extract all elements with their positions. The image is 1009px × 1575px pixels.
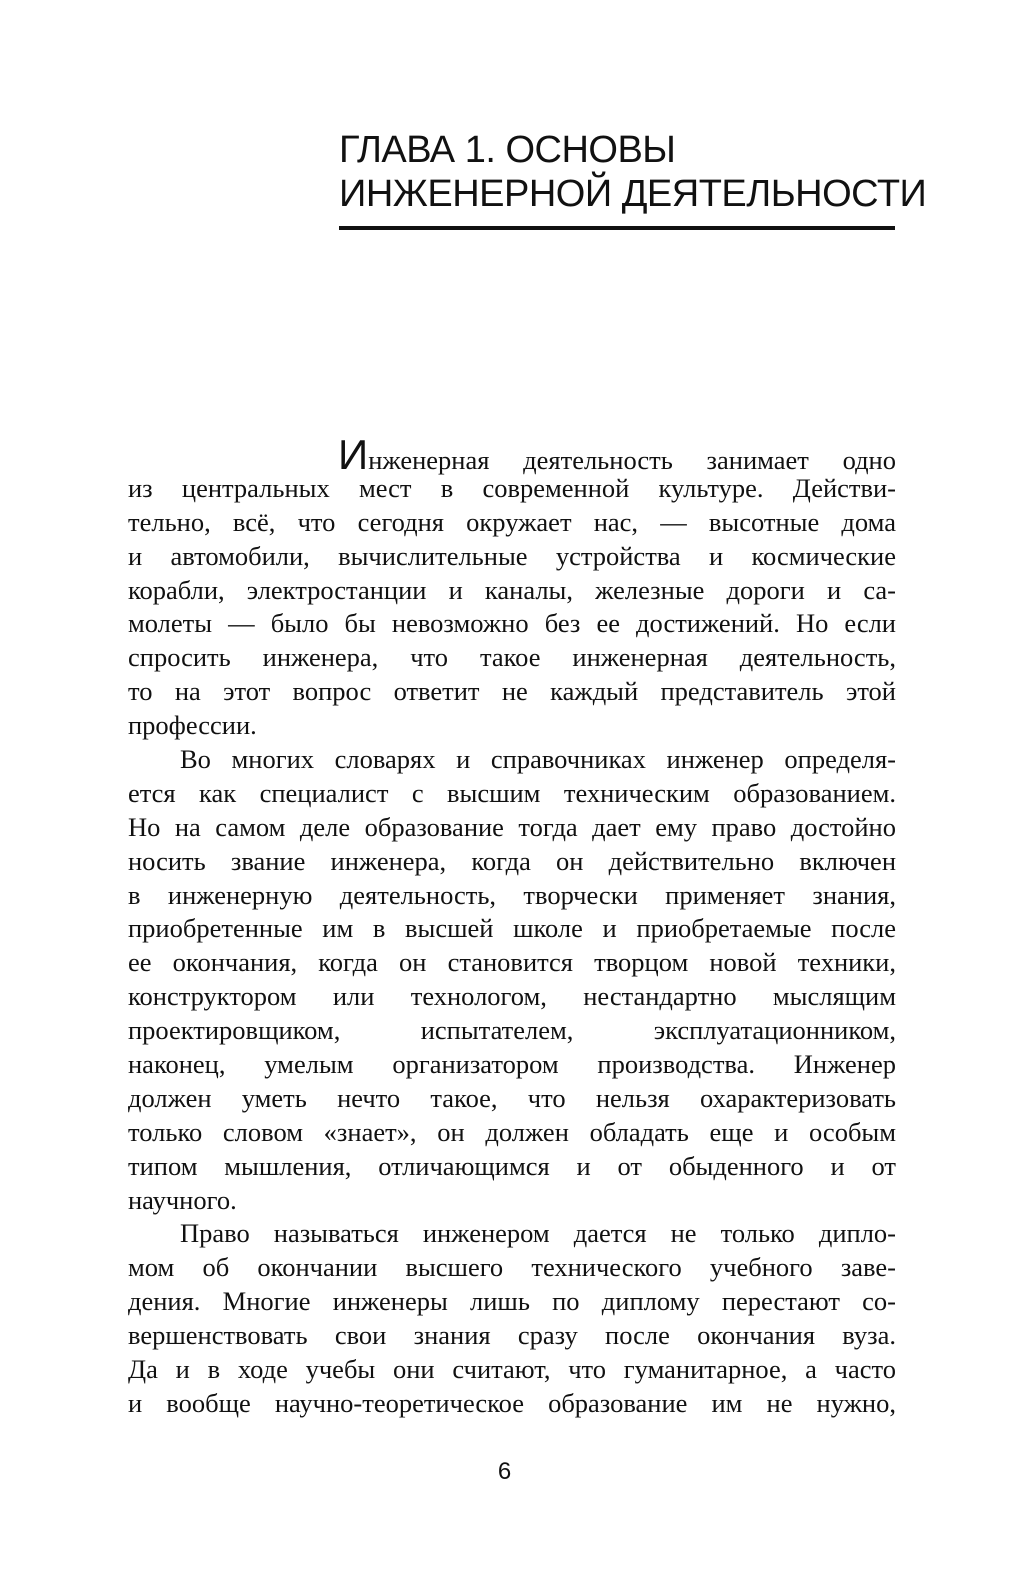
drop-cap: И [338, 431, 369, 478]
paragraph-1-line: то на этот вопрос ответит не каждый представитель этой [128, 676, 896, 707]
paragraph-1-line: молеты — было бы невозможно без ее достижений. Но если [128, 608, 896, 639]
title-underline-rule [339, 226, 895, 230]
paragraph-2-line: ее окончания, когда он становится творцом новой техники, [128, 947, 896, 978]
paragraph-2-line: Во многих словарях и справочниках инженер определя- [180, 744, 896, 775]
paragraph-2-line: наконец, умелым организатором производства. Инженер [128, 1049, 896, 1080]
chapter-title-line-2: ИНЖЕНЕРНОЙ ДЕЯТЕЛЬНОСТИ [339, 173, 927, 215]
paragraph-3-line: Право называться инженером дается не только дипло- [180, 1218, 896, 1249]
paragraph-1-line: тельно, всё, что сегодня окружает нас, — высотные дома [128, 506, 896, 537]
paragraph-1-line: из центральных мест в современной культуре. Действи- [128, 472, 896, 503]
paragraph-1-line: профессии. [128, 710, 257, 741]
paragraph-2-line: в инженерную деятельность, творчески применяет знания, [128, 879, 896, 910]
chapter-title-line-1: ГЛАВА 1. ОСНОВЫ [339, 129, 676, 171]
paragraph-2-line: конструктором или технологом, нестандартно мыслящим [128, 981, 896, 1012]
paragraph-2-line: носить звание инженера, когда он действительно включен [128, 845, 896, 876]
paragraph-1-line: и автомобили, вычислительные устройства и космические [128, 540, 896, 571]
paragraph-1-line: корабли, электростанции и каналы, железные дороги и са- [128, 574, 896, 605]
paragraph-1-line: Инженерная деятельность занимает одно [338, 431, 896, 478]
paragraph-1-line: спросить инженера, что такое инженерная деятельность, [128, 642, 896, 673]
paragraph-3-line: Да и в ходе учебы они считают, что гуманитарное, а часто [128, 1354, 896, 1385]
body-text [128, 431, 896, 1421]
paragraph-3-line: вершенствовать свои знания сразу после окончания вуза. [128, 1320, 896, 1351]
paragraph-2-line: научного. [128, 1184, 237, 1215]
paragraph-2-line: типом мышления, отличающимся и от обыденного и от [128, 1150, 896, 1181]
paragraph-3-line: мом об окончании высшего технического учебного заве- [128, 1252, 896, 1283]
chapter-title [339, 128, 927, 216]
paragraph-2-line: приобретенные им в высшей школе и приобретаемые после [128, 913, 896, 944]
paragraph-2-line: проектировщиком, испытателем, эксплуатационником, [128, 1015, 896, 1046]
paragraph-2-line: только словом «знает», он должен обладать еще и особым [128, 1116, 896, 1147]
paragraph-2-line: должен уметь нечто такое, что нельзя охарактеризовать [128, 1082, 896, 1113]
paragraph-3-line: и вообще научно-теоретическое образование им не нужно, [128, 1387, 896, 1418]
page-number: 6 [497, 1458, 512, 1485]
paragraph-2-line: ется как специалист с высшим техническим образованием. [128, 777, 896, 808]
paragraph-2-line: Но на самом деле образование тогда дает ему право достойно [128, 811, 896, 842]
paragraph-3-line: дения. Многие инженеры лишь по диплому перестают со- [128, 1286, 896, 1317]
